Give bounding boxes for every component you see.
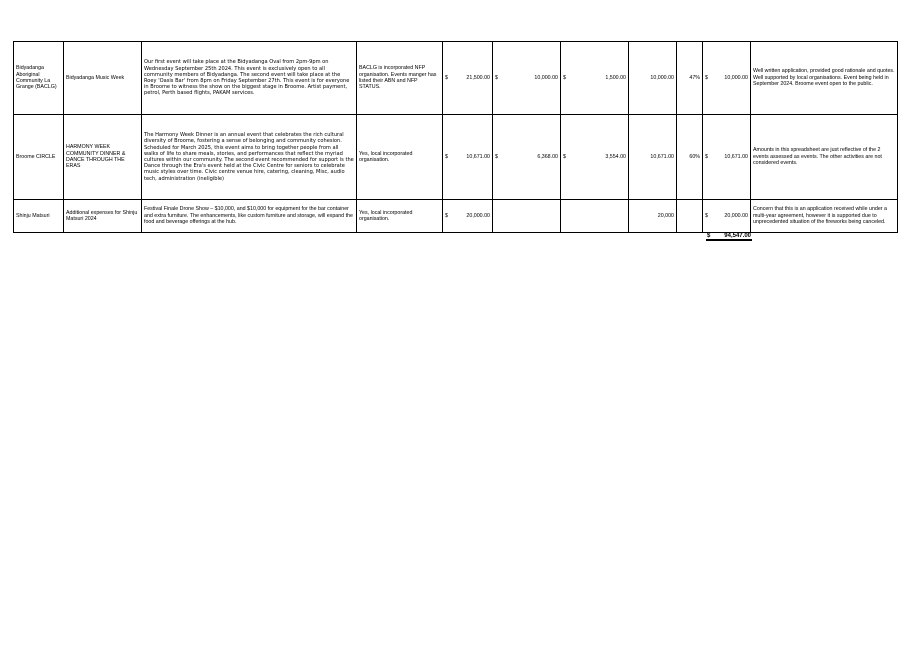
event-cell: Additional expenses for Shinju Matsuri 2024 xyxy=(64,200,142,233)
table-row xyxy=(14,115,898,200)
recommended-cell: $ 10,671.00 xyxy=(703,115,751,200)
description-cell: Our first event will take place at the Bidyadanga Oval from 2pm-9pm on Wednesday September 25th 2024. This event is exclusively open to all community members of Bidyadanga. The second event will take place at the Roey 'Oasis Bar' from 8pm on Friday September 27th. This event is for everyone in Broome to witness the show on the biggest stage in Broome. Artist payment, petrol, Perth based flights, PAKAM services. xyxy=(142,42,357,115)
organisation-cell: Bidyadanga Aboriginal Community La Grange (BACLG) xyxy=(14,42,64,115)
description-cell: Festival Finale Drone Show – $10,000, and $10,000 for equipment for the bar container and extra furniture. The enhancements, like custom furniture and storage, will expand the food and beverage offerings at the hub. xyxy=(142,200,357,233)
amount1-cell: $ 21,500.00 xyxy=(443,42,493,115)
table-row xyxy=(14,42,898,115)
amount3-cell: $ 1,500.00 xyxy=(561,42,629,115)
grand-total xyxy=(706,232,752,241)
organisation-cell: Broome CIRCLE xyxy=(14,115,64,200)
recommended-cell: $ 20,000.00 xyxy=(703,200,751,233)
comments-cell: Well written application, provided good rationale and quotes. Well supported by local organisations. Event being held in September 2024. Broome event open to the public. xyxy=(751,42,898,115)
amount2-cell: $ 10,000.00 xyxy=(493,42,561,115)
event-cell: Bidyadanga Music Week xyxy=(64,42,142,115)
status-cell: Yes, local incorporated organisation. xyxy=(357,200,443,233)
total-value: 94,547.00 xyxy=(724,233,751,239)
amount3-cell xyxy=(561,200,629,233)
amount1-cell: $ 10,671.00 xyxy=(443,115,493,200)
recommended-cell: $ 10,000.00 xyxy=(703,42,751,115)
total-currency: $ xyxy=(707,233,711,239)
comments-cell: Amounts in this spreadsheet are just reflective of the 2 events assessed as events. The other activities are not considered events. xyxy=(751,115,898,200)
comments-cell: Concern that this is an application received while under a multi-year agreement, however it is supported due to unprecedented situation of the fireworks being canceled. xyxy=(751,200,898,233)
funding-table xyxy=(13,41,898,233)
amount4-cell: 10,000.00 xyxy=(629,42,677,115)
amount2-cell: $ 6,368.00 xyxy=(493,115,561,200)
percent-cell xyxy=(677,200,703,233)
percent-cell: 60% xyxy=(677,115,703,200)
description-cell: The Harmony Week Dinner is an annual event that celebrates the rich cultural diversity of Broome, fostering a sense of belonging and community cohesion. Scheduled for March 2025, this event aims to bring together people from all walks of life to share meals, stories, and performances that reflect the myriad cultures within our community. The second event recommended for support is the Dance through the Era's event held at the Civic Centre for seniors to celebrate music styles over time. Civic centre venue hire, catering, cleaning, Misc, audio tech, administration (ineligible) xyxy=(142,115,357,200)
amount2-cell xyxy=(493,200,561,233)
status-cell: BACLG is incorporated NFP organisation. Events manger has listed their ABN and NFP STATUS. xyxy=(357,42,443,115)
amount4-cell: 10,671.00 xyxy=(629,115,677,200)
percent-cell: 47% xyxy=(677,42,703,115)
status-cell: Yes, local incorporated organisation. xyxy=(357,115,443,200)
amount4-cell: 20,000 xyxy=(629,200,677,233)
event-cell: HARMONY WEEK COMMUNITY DINNER & DANCE THROUGH THE ERAS xyxy=(64,115,142,200)
amount3-cell: $ 3,554.00 xyxy=(561,115,629,200)
amount1-cell: $ 20,000.00 xyxy=(443,200,493,233)
organisation-cell: Shinju Matsuri xyxy=(14,200,64,233)
table-row xyxy=(14,200,898,233)
